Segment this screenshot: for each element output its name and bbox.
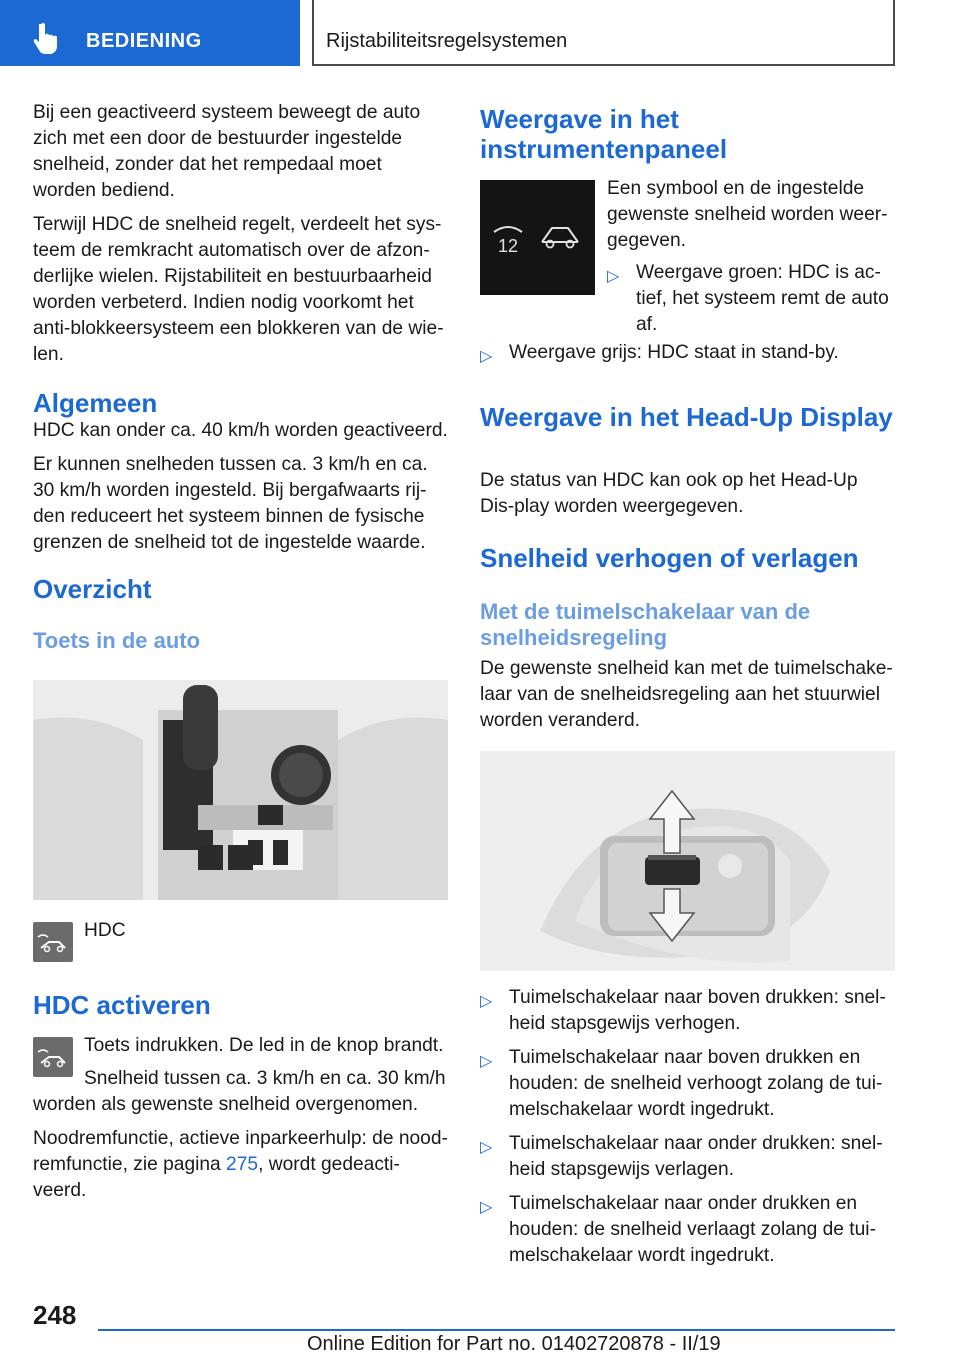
hdc-button-label: HDC bbox=[84, 920, 126, 941]
center-console-illustration bbox=[33, 680, 448, 900]
heading-tuimelschakelaar: Met de tuimelschakelaar van de snelheidsregeling bbox=[480, 599, 811, 650]
bullet-triangle-icon: ▷ bbox=[480, 348, 493, 365]
rocker-bullet-2: ▷ Tuimelschakelaar naar boven drukken en houden: de snelheid verhoogt zolang de tui-melschakelaar wordt ingedrukt. bbox=[480, 1047, 883, 1120]
rocker-bullet-list bbox=[480, 985, 896, 1277]
activeren-paragraph-3-text: Noodremfunctie, actieve inparkeerhulp: de nood-remfunctie, zie pagina bbox=[33, 1128, 448, 1175]
bullet-triangle-icon: ▷ bbox=[607, 268, 620, 285]
center-console-image bbox=[33, 680, 448, 900]
instrument-display-image bbox=[480, 180, 595, 295]
hand-pointer-icon bbox=[28, 20, 64, 56]
algemeen-paragraph-1: HDC kan onder ca. 40 km/h worden geactiveerd. bbox=[33, 420, 448, 441]
instrument-paragraph-1: Een symbool en de ingestelde gewenste snelheid worden weer-gegeven. bbox=[607, 178, 888, 251]
activeren-paragraph-2: Snelheid tussen ca. 3 km/h en ca. 30 km/h worden als gewenste snelheid overgenomen. bbox=[33, 1068, 446, 1115]
footer-divider bbox=[98, 1329, 895, 1331]
activeren-paragraph-3 bbox=[33, 1126, 449, 1204]
algemeen-paragraph-2: Er kunnen snelheden tussen ca. 3 km/h en ca. 30 km/h worden ingesteld. Bij bergafwaarts rij-den reduceert het systeem binnen de fysische grenzen de snelheid tot de ingestelde waarde. bbox=[33, 454, 428, 553]
activeren-paragraph-3-tail: , wordt gedeacti-veerd. bbox=[33, 1154, 400, 1201]
bullet-triangle-icon: ▷ bbox=[480, 993, 493, 1010]
bullet-grey-text: Weergave grijs: HDC staat in stand-by. bbox=[509, 342, 839, 363]
section-tab[interactable] bbox=[0, 0, 300, 66]
heading-overzicht: Overzicht bbox=[33, 574, 152, 604]
rocker-bullet-3: ▷ Tuimelschakelaar naar onder drukken: snel-heid stapsgewijs verlagen. bbox=[480, 1133, 883, 1180]
rocker-paragraph-1: De gewenste snelheid kan met de tuimelschake-laar van de snelheidsregeling aan het stuurwiel worden veranderd. bbox=[480, 658, 893, 731]
chapter-title: Rijstabiliteitsregelsystemen bbox=[326, 30, 568, 52]
activeren-paragraph-1: Toets indrukken. De led in de knop brandt. bbox=[84, 1035, 444, 1056]
heading-snelheid-verhogen: Snelheid verhogen of verlagen bbox=[480, 543, 859, 573]
hdc-button-icon bbox=[33, 922, 73, 962]
heading-instrumentenpaneel: Weergave in het instrumentenpaneel bbox=[480, 104, 728, 164]
heading-head-up-display: Weergave in het Head-Up Display bbox=[480, 402, 893, 432]
steering-wheel-image bbox=[480, 751, 895, 971]
activeren-paragraph-2-start bbox=[33, 1066, 448, 1118]
rocker-bullet-4: ▷ Tuimelschakelaar naar onder drukken en houden: de snelheid verlaagt zolang de tui-melschakelaar wordt ingedrukt. bbox=[480, 1193, 876, 1266]
hud-paragraph-1: De status van HDC kan ook op het Head-Up Dis-play worden weergegeven. bbox=[480, 470, 858, 517]
page-link-275[interactable]: 275 bbox=[226, 1154, 259, 1175]
footer-edition: Online Edition for Part no. 01402720878 - II/19 bbox=[307, 1333, 721, 1355]
bullet-green-display bbox=[607, 260, 897, 338]
heading-toets-in-de-auto: Toets in de auto bbox=[33, 628, 201, 653]
bullet-triangle-icon: ▷ bbox=[480, 1053, 493, 1070]
bullet-green-text: Weergave groen: HDC is ac-tief, het systeem remt de auto af. bbox=[636, 262, 889, 335]
bullet-triangle-icon: ▷ bbox=[480, 1199, 493, 1216]
bullet-grey-display bbox=[480, 340, 896, 366]
heading-algemeen: Algemeen bbox=[33, 388, 158, 418]
heading-hdc-activeren: HDC activeren bbox=[33, 990, 211, 1020]
intro-paragraph-2: Terwijl HDC de snelheid regelt, verdeelt het sys-teem de remkracht automatisch over de afzon-derlijke wielen. Rijstabiliteit en bestuurbaarheid worden verbeterd. Indien nodig voorkomt het anti-blokkeersysteem een blokkeren van de wie-len. bbox=[33, 214, 444, 365]
bullet-triangle-icon: ▷ bbox=[480, 1139, 493, 1156]
rocker-bullet-1: ▷ Tuimelschakelaar naar boven drukken: snel-heid stapsgewijs verhogen. bbox=[480, 987, 886, 1034]
display-speed-text: 12 bbox=[498, 236, 519, 256]
intro-paragraph-1: Bij een geactiveerd systeem beweegt de auto zich met een door de bestuurder ingestelde snelheid, zonder dat het rempedaal moet worden bediend. bbox=[33, 102, 421, 201]
section-tab-label: BEDIENING bbox=[86, 30, 202, 52]
page-number: 248 bbox=[33, 1300, 77, 1330]
left-column bbox=[33, 100, 449, 654]
